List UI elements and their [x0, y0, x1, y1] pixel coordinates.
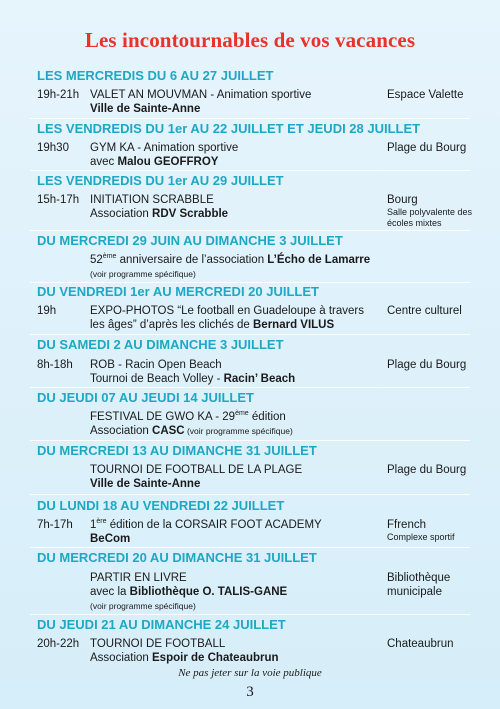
event-description — [90, 193, 380, 221]
event-time: 20h-22h — [37, 638, 80, 650]
section-header: DU JEUDI 07 AU JEUDI 14 JUILLET — [37, 390, 254, 405]
section-header: LES VENDREDIS DU 1er AU 29 JUILLET — [37, 173, 284, 188]
event-title: GYM KA - Animation sportive — [90, 142, 239, 154]
event-organizer-line: les âges” d’après les clichés de Bernard VILUS — [90, 319, 335, 331]
section-header: DU SAMEDI 2 AU DIMANCHE 3 JUILLET — [37, 337, 284, 352]
event-organizer-line: avec Malou GEOFFROY — [90, 156, 219, 168]
event-place: Espace Valette — [387, 89, 464, 101]
event-place: Plage du Bourg — [387, 359, 467, 371]
event-time: 19h — [37, 305, 57, 317]
event-place — [387, 518, 492, 543]
section-header: LES VENDREDIS DU 1er AU 22 JUILLET ET JEUDI 28 JUILLET — [37, 121, 421, 136]
event-venue-detail: Complexe sportif — [387, 532, 455, 542]
section-header: DU JEUDI 21 AU DIMANCHE 24 JUILLET — [37, 617, 286, 632]
event-organizer: BeCom — [90, 533, 131, 545]
page-number: 3 — [246, 684, 254, 700]
divider — [30, 118, 470, 119]
event-title: INITIATION SCRABBLE — [90, 194, 214, 206]
event-organizer: CASC — [152, 425, 185, 437]
event-organizer: L’Écho de Lamarre — [267, 254, 371, 266]
event-description — [90, 637, 380, 665]
event-description — [90, 141, 380, 169]
section-header: DU VENDREDI 1er AU MERCREDI 20 JUILLET — [37, 284, 319, 299]
event-time: 7h-17h — [37, 519, 73, 531]
event-organizer: Malou GEOFFROY — [117, 156, 219, 168]
event-organizer: Racin’ Beach — [223, 373, 296, 385]
section-header: DU LUNDI 18 AU VENDREDI 22 JUILLET — [37, 498, 285, 513]
event-place-name: Bourg — [387, 194, 418, 206]
event-place: Centre culturel — [387, 305, 462, 317]
event-place: Plage du Bourg — [387, 464, 467, 476]
event-time: 19h-21h — [37, 89, 80, 101]
divider — [30, 614, 470, 615]
event-organizer-line: Association RDV Scrabble — [90, 208, 229, 220]
divider — [30, 440, 470, 441]
section-header: DU MERCREDI 13 AU DIMANCHE 31 JUILLET — [37, 443, 317, 458]
divider — [30, 230, 470, 231]
divider — [30, 334, 470, 335]
event-title: TOURNOI DE FOOTBALL DE LA PLAGE — [90, 464, 303, 476]
section-header: DU MERCREDI 29 JUIN AU DIMANCHE 3 JUILLET — [37, 233, 343, 248]
event-place — [387, 571, 492, 599]
divider — [30, 387, 470, 388]
event-description — [90, 571, 380, 613]
event-organizer-line: Tournoi de Beach Volley - Racin’ Beach — [90, 373, 296, 385]
event-place — [387, 193, 492, 229]
event-organizer-line: Association CASC (voir programme spécifique) — [90, 425, 293, 437]
page-title: Les incontournables de vos vacances — [84, 28, 416, 52]
section-header: LES MERCREDIS DU 6 AU 27 JUILLET — [37, 68, 274, 83]
event-description — [90, 253, 380, 281]
section-header: DU MERCREDI 20 AU DIMANCHE 31 JUILLET — [37, 550, 317, 565]
event-description — [90, 463, 380, 491]
program-note: (voir programme spécifique) — [90, 601, 196, 611]
event-description — [90, 410, 380, 438]
divider — [30, 494, 470, 495]
event-description — [90, 358, 380, 386]
event-time: 8h-18h — [37, 359, 73, 371]
divider — [30, 547, 470, 548]
event-title: TOURNOI DE FOOTBALL — [90, 638, 226, 650]
event-title: PARTIR EN LIVRE — [90, 572, 187, 584]
event-time: 15h-17h — [37, 194, 80, 206]
event-organizer: Bibliothèque O. TALIS-GANE — [129, 586, 288, 598]
event-time: 19h30 — [37, 142, 69, 154]
event-description — [90, 518, 380, 546]
event-organizer: Bernard VILUS — [253, 319, 335, 331]
event-place: Plage du Bourg — [387, 142, 467, 154]
event-organizer: Ville de Sainte-Anne — [90, 103, 201, 115]
event-place-name-2: municipale — [387, 586, 442, 598]
event-organizer: Ville de Sainte-Anne — [90, 478, 201, 490]
event-description — [90, 88, 380, 116]
program-note: (voir programme spécifique) — [90, 269, 196, 279]
event-title: VALET AN MOUVMAN - Animation sportive — [90, 89, 312, 101]
footnote: Ne pas jeter sur la voie publique — [178, 667, 322, 679]
event-title: FESTIVAL DE GWO KA - 29ème édition — [90, 410, 286, 423]
event-title: 52ème anniversaire de l’association L’Écho de Lamarre — [90, 253, 371, 266]
event-organizer-line: Association Espoir de Chateaubrun — [90, 652, 279, 664]
event-description — [90, 304, 380, 332]
divider — [30, 282, 470, 283]
divider — [30, 170, 470, 171]
event-organizer: RDV Scrabble — [152, 208, 229, 220]
event-venue-detail: Salle polyvalente des écoles mixtes — [387, 207, 473, 228]
event-title: EXPO-PHOTOS “Le football en Guadeloupe à travers — [90, 305, 365, 317]
event-place: Chateaubrun — [387, 638, 454, 650]
program-note: (voir programme spécifique) — [184, 426, 293, 436]
event-title: ROB - Racin Open Beach — [90, 359, 222, 371]
event-place-name: Ffrench — [387, 519, 426, 531]
event-organizer: Espoir de Chateaubrun — [152, 652, 279, 664]
event-title: 1ère édition de la CORSAIR FOOT ACADEMY — [90, 518, 322, 531]
event-organizer-line: avec la Bibliothèque O. TALIS-GANE — [90, 586, 288, 598]
event-place-name: Bibliothèque — [387, 572, 451, 584]
